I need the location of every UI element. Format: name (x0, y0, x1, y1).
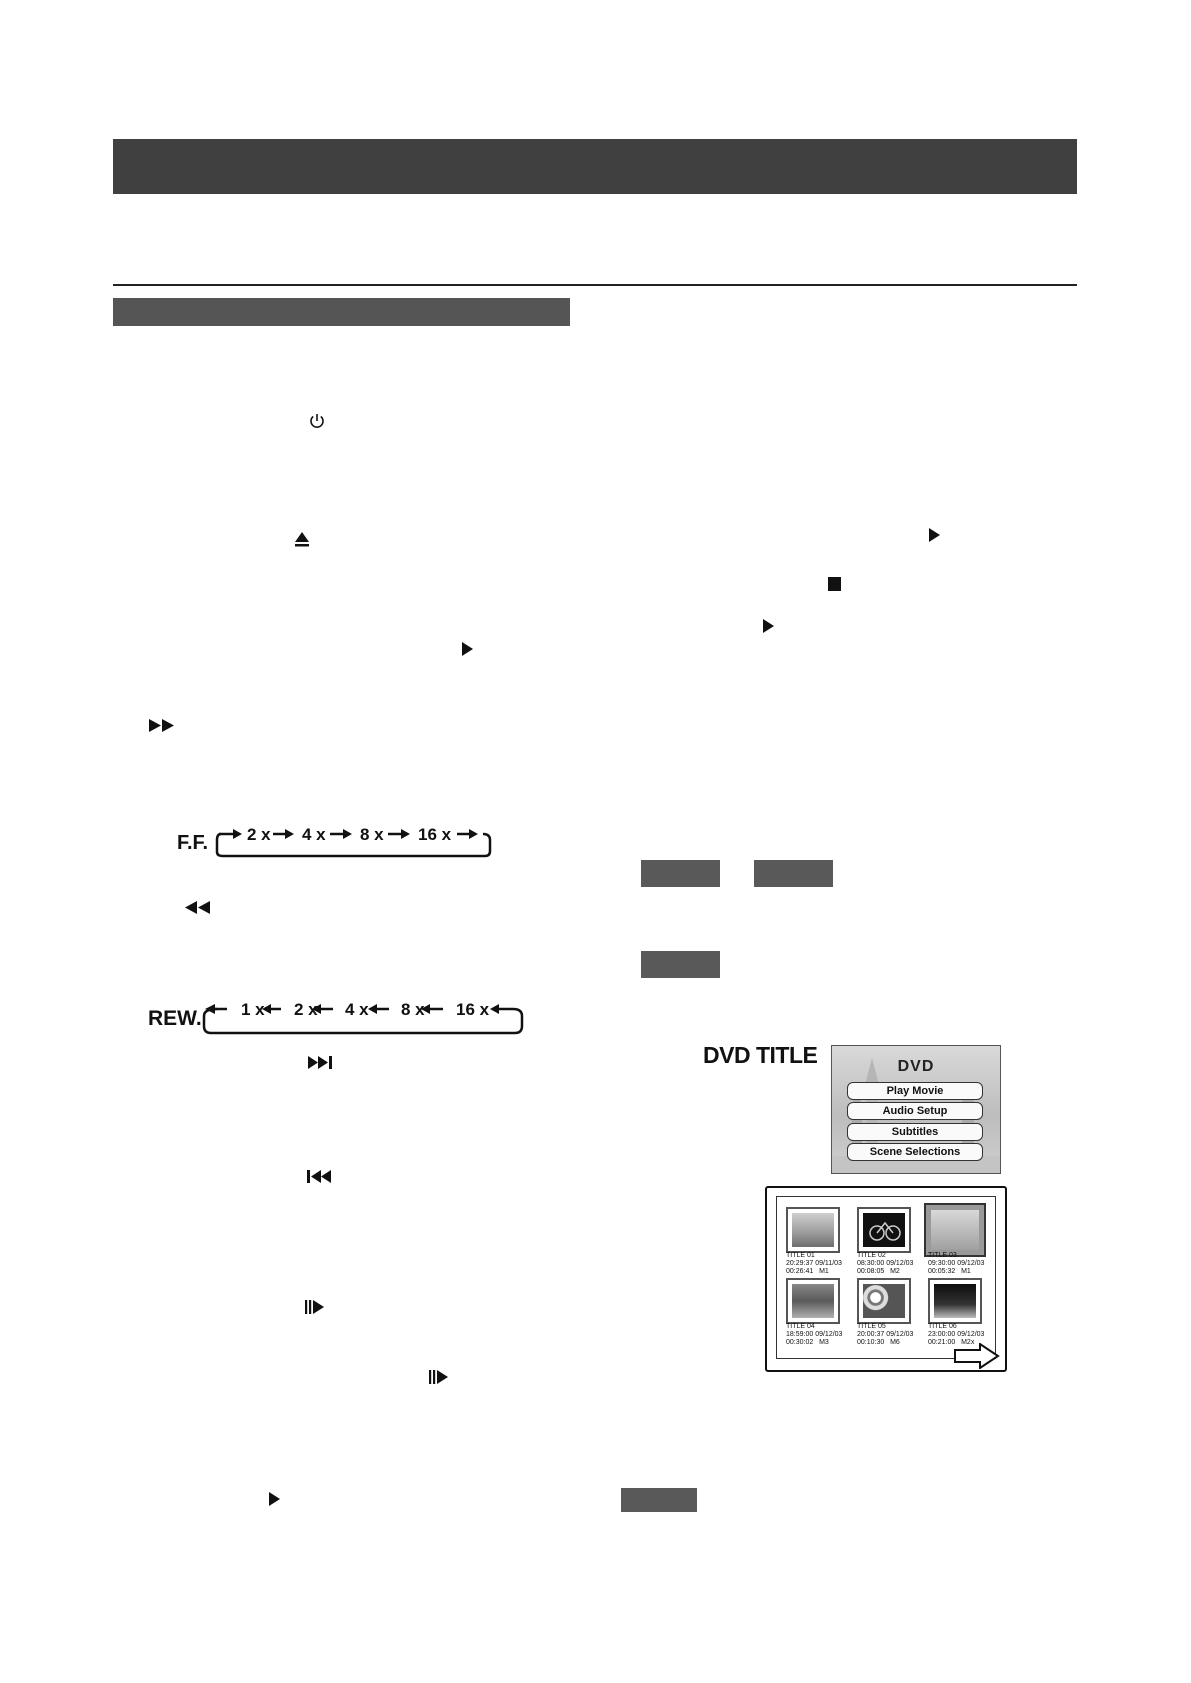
rew-speed: 1 x (241, 1000, 265, 1019)
title-length: 00:21:00 (928, 1339, 956, 1346)
rewind-icon (184, 900, 212, 915)
title-thumbnail[interactable] (786, 1278, 840, 1324)
title-length: 00:08:05 (857, 1268, 885, 1275)
ff-speed-diagram (175, 818, 495, 864)
title-mode: M2 (890, 1268, 900, 1275)
rew-speed: 8 x (401, 1000, 425, 1019)
fast-forward-icon (148, 718, 176, 733)
menu-button-audio-setup[interactable]: Audio Setup (847, 1102, 983, 1120)
skip-next-icon (307, 1055, 335, 1070)
rew-speed: 16 x (456, 1000, 490, 1019)
rew-speed: 4 x (345, 1000, 369, 1019)
rew-label: REW. (148, 1007, 202, 1030)
stop-icon (828, 577, 841, 591)
title-caption (857, 1323, 913, 1347)
button-label-box (641, 860, 720, 887)
title-datetime: 20:00:37 09/12/03 (857, 1331, 914, 1338)
next-page-arrow-icon[interactable] (954, 1343, 1000, 1369)
skip-previous-icon (306, 1169, 334, 1184)
menu-button-scene-selections[interactable]: Scene Selections (847, 1143, 983, 1161)
dvd-menu-screen (831, 1045, 1001, 1174)
title-datetime: 08:30:00 09/12/03 (857, 1260, 914, 1267)
title-name: TITLE 03 (928, 1252, 957, 1259)
title-datetime: 09:30:00 09/12/03 (928, 1260, 985, 1267)
title-caption (786, 1323, 842, 1347)
ff-speed: 4 x (302, 825, 326, 844)
step-forward-icon (428, 1369, 450, 1385)
title-name: TITLE 01 (786, 1252, 815, 1259)
title-name: TITLE 05 (857, 1323, 886, 1330)
title-mode: M1 (961, 1268, 971, 1275)
header-rule (113, 284, 1077, 286)
dvd-title-heading: DVD TITLE (703, 1042, 818, 1068)
play-icon (268, 1491, 281, 1507)
title-thumbnail[interactable] (786, 1207, 840, 1253)
title-mode: M3 (819, 1339, 829, 1346)
title-length: 00:10:30 (857, 1339, 885, 1346)
title-thumbnail[interactable] (857, 1207, 911, 1253)
play-icon (762, 618, 775, 634)
title-thumbnail[interactable] (928, 1278, 982, 1324)
title-length: 00:05:32 (928, 1268, 956, 1275)
rew-speed-diagram (147, 996, 527, 1036)
title-datetime: 23:00:00 09/12/03 (928, 1331, 985, 1338)
title-caption (786, 1252, 842, 1276)
play-icon (928, 527, 941, 543)
title-name: TITLE 02 (857, 1252, 886, 1259)
button-label-box (754, 860, 833, 887)
title-name: TITLE 04 (786, 1323, 815, 1330)
ff-label: F.F. (177, 832, 209, 854)
title-caption (928, 1252, 984, 1276)
ff-speed: 2 x (247, 825, 271, 844)
title-length: 00:26:41 (786, 1268, 814, 1275)
step-forward-icon (304, 1299, 326, 1315)
title-datetime: 20:29:37 09/11/03 (786, 1260, 842, 1267)
title-mode: M2x (961, 1339, 975, 1346)
menu-button-play-movie[interactable]: Play Movie (847, 1082, 983, 1100)
menu-button-subtitles[interactable]: Subtitles (847, 1123, 983, 1141)
button-label-box (641, 951, 720, 978)
title-list-screen (765, 1186, 1007, 1372)
title-thumbnail[interactable] (857, 1278, 911, 1324)
title-length: 00:30:02 (786, 1339, 814, 1346)
button-label-box (621, 1488, 697, 1512)
title-caption (857, 1252, 913, 1276)
title-name: TITLE 06 (928, 1323, 957, 1330)
play-icon (461, 641, 474, 657)
power-icon (308, 412, 326, 430)
page-header-bar (113, 139, 1077, 194)
eject-icon (294, 531, 310, 548)
dvd-logo: DVD (897, 1058, 935, 1075)
rew-speed: 2 x (294, 1000, 318, 1019)
ff-speed: 16 x (418, 825, 452, 844)
title-datetime: 18:59:00 09/12/03 (786, 1331, 843, 1338)
title-mode: M6 (890, 1339, 900, 1346)
title-thumbnail-selected[interactable] (924, 1203, 986, 1257)
section-header-bar (113, 298, 570, 326)
title-mode: M1 (819, 1268, 829, 1275)
ff-speed: 8 x (360, 825, 384, 844)
